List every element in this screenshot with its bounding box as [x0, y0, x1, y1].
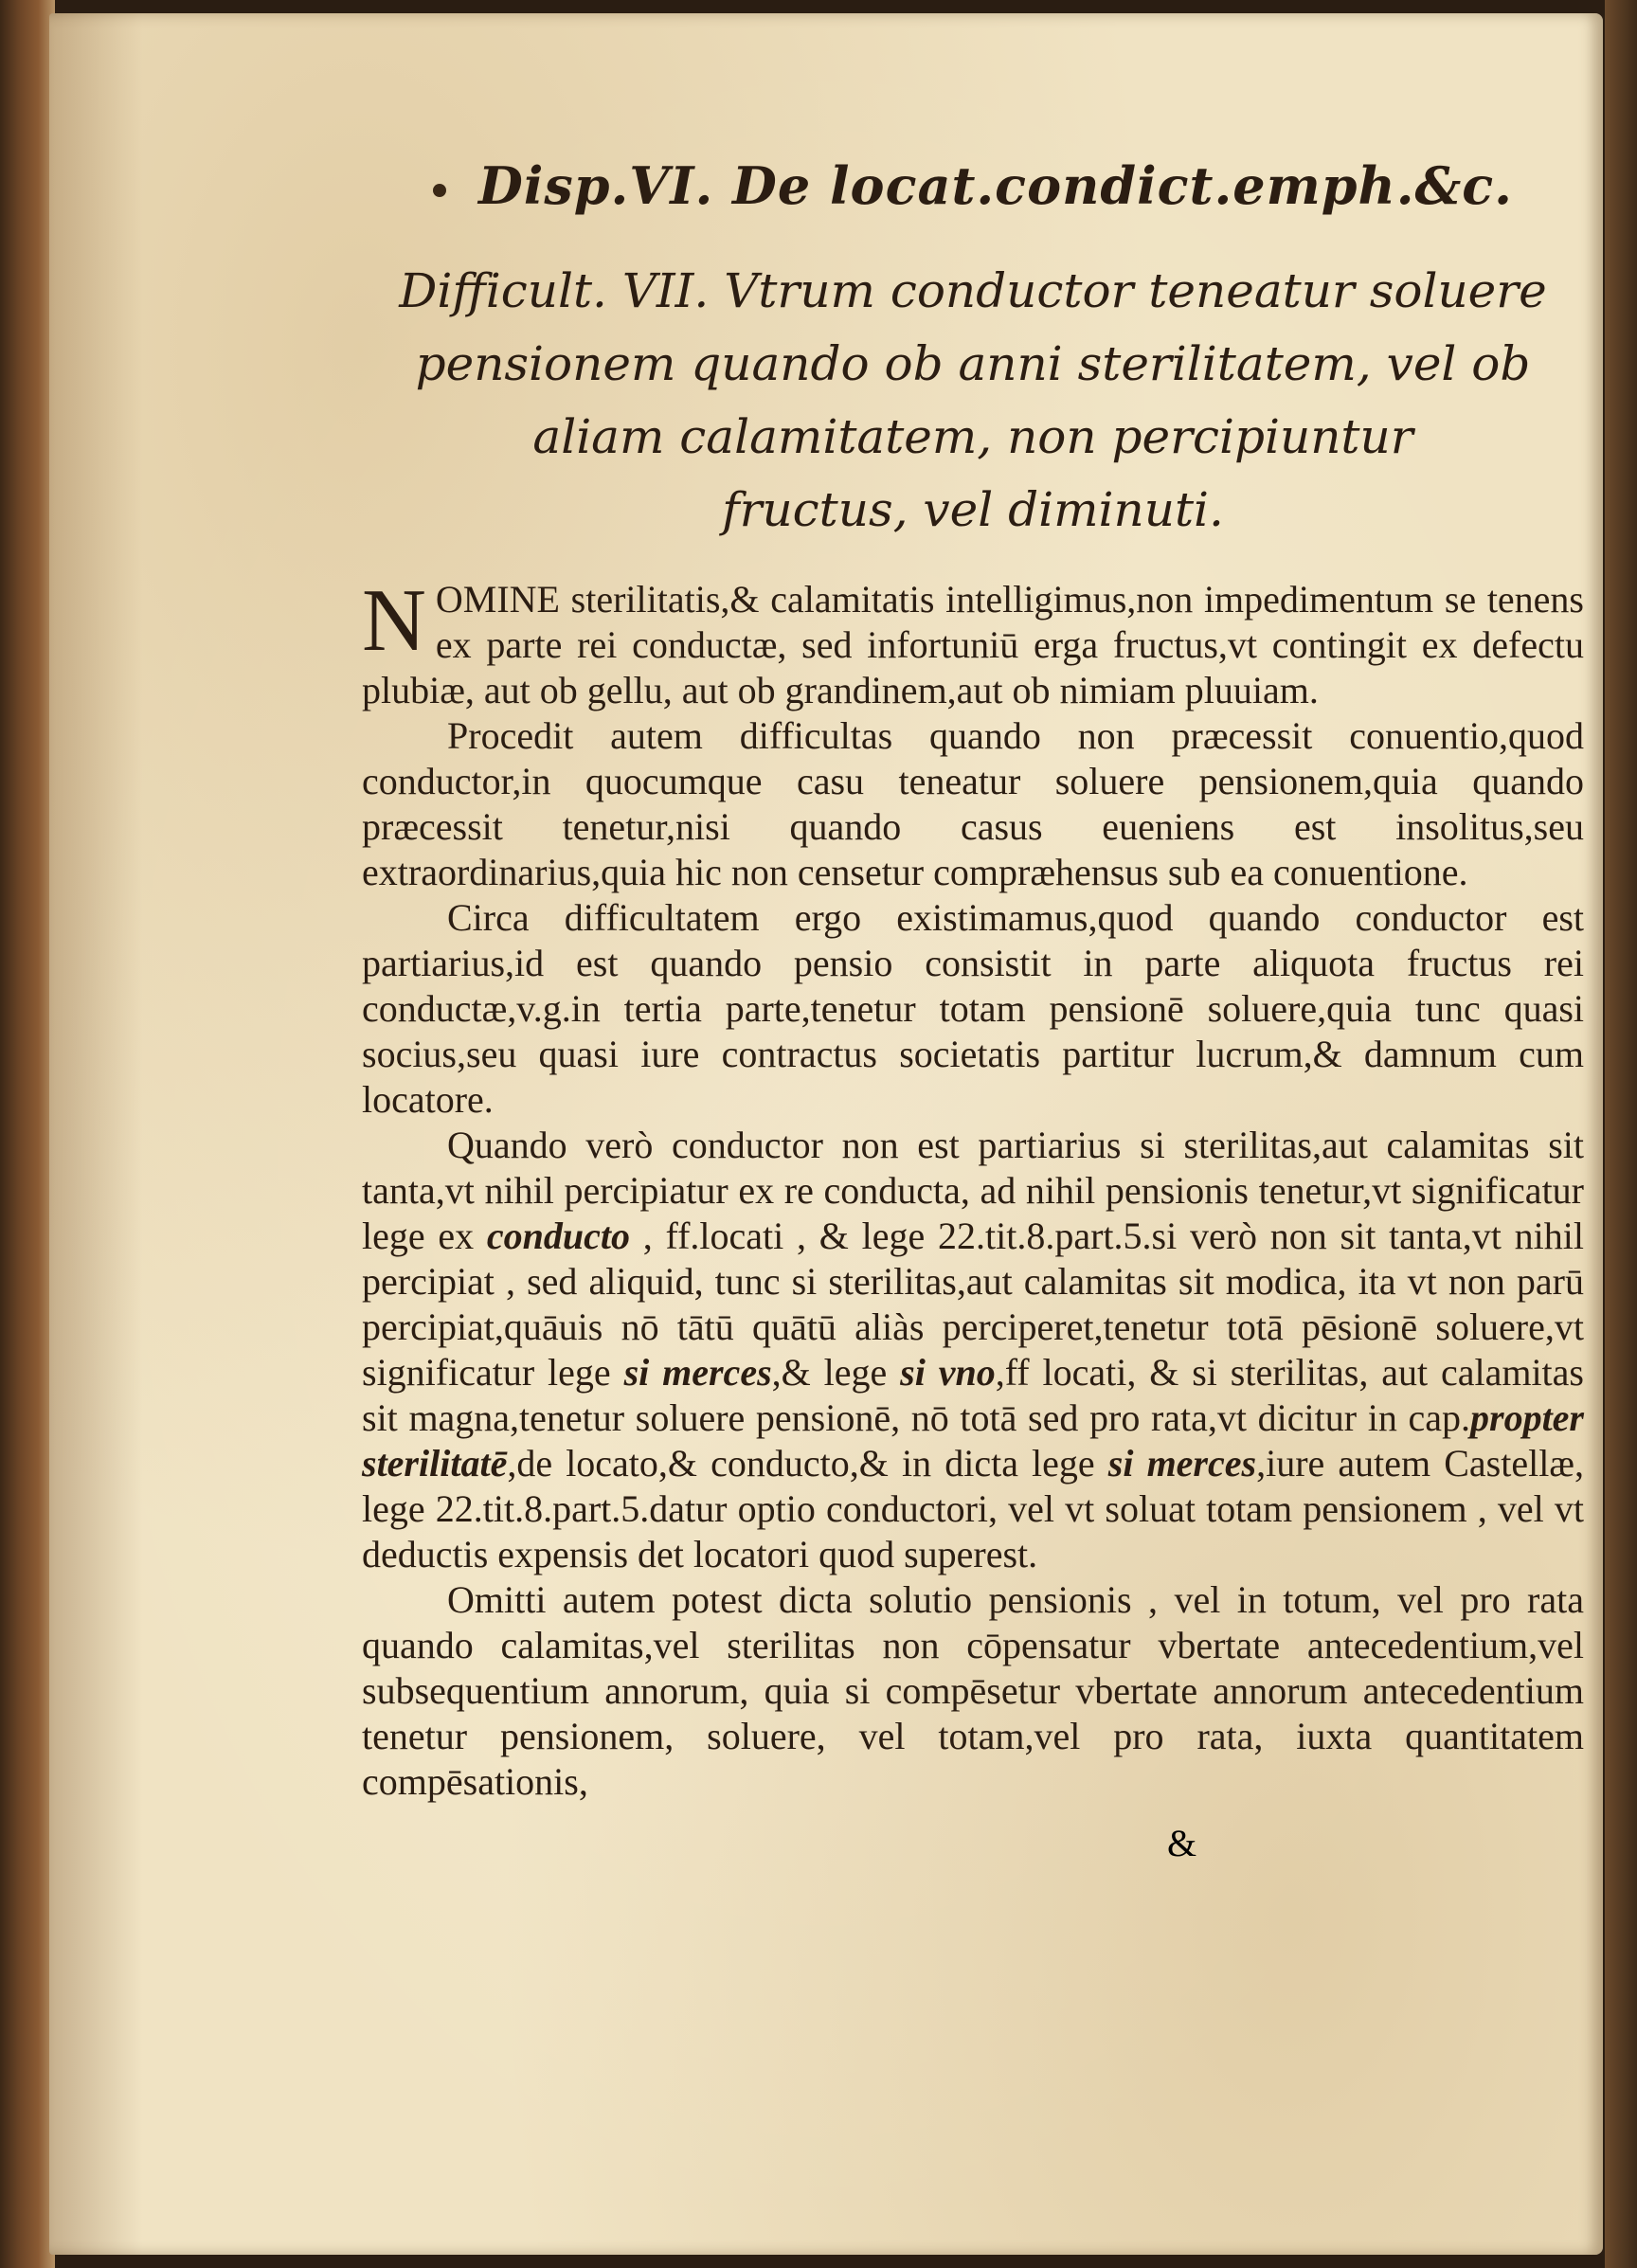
paragraph-1-text: OMINE sterilitatis,& calamitatis intelligimus,non impedimentum se tenens ex parte rei conductæ, sed infortuniū erga fructus,vt contingit ex defectu plubiæ, aut ob gellu, aut ob grandinem,aut ob nimiam pluuiam. — [362, 577, 1584, 711]
text-run: ,ff locati, & si sterilitas, aut calamitas sit magna,tenetur soluere pensionē, nō totā sed pro rata,vt dicitur in cap. — [362, 1350, 1584, 1439]
book-page — [49, 13, 1603, 2255]
text-run: Quando verò conductor non est partiarius si sterilitas,aut calamitas sit tanta,vt nihil percipiatur ex re conducta, ad nihil pensionis tenetur,vt significatur lege ex — [362, 1123, 1584, 1257]
drop-cap-initial: N — [362, 570, 426, 670]
paragraph-3: Circa difficultatem ergo existimamus,quod quando conductor est partiarius,id est quando pensio consistit in parte aliquota fructus rei conductæ,v.g.in tertia parte,tenetur totam pensionē soluere,quia tunc quasi socius,seu quasi iure contractus societatis partitur lucrum,& damnum cum locatore. — [362, 895, 1584, 1121]
running-head — [362, 155, 1584, 217]
body-text — [362, 570, 1584, 1805]
bullet-ornament — [433, 184, 446, 197]
paragraph-2: Procedit autem difficultas quando non præcessit conuentio,quod conductor,in quocumque casu teneatur soluere pensionem,quia quando præcessit tenetur,nisi quando casus eueniens est insolitus,seu extraordinarius,quia hic non censetur compræhensus sub ea conuentione. — [362, 713, 1584, 893]
book-edge — [1605, 0, 1637, 2268]
running-head-text: Disp.VI. De locat.condict.emph.&c. — [478, 155, 1513, 216]
title-line: aliam calamitatem, non percipiuntur — [532, 408, 1413, 464]
title-line: pensionem quando ob anni sterilitatem, vel ob — [415, 335, 1531, 391]
paragraph-4 — [362, 1123, 1584, 1577]
citation-italic: si merces — [1107, 1441, 1257, 1485]
title-line: Difficult. VII. Vtrum conductor teneatur soluere — [399, 262, 1547, 318]
text-run: , ff.locati , & lege 22.tit.8.part.5.si verò non sit tanta,vt nihil percipiat , sed aliquid, tunc si sterilitas,aut calamitas sit modica, ita vt non parū percipiat,quāuis nō tātū quātū aliàs perciperet,tenetur totā pēsionē soluere,vt significatur lege — [362, 1214, 1584, 1394]
citation-italic: conducto — [486, 1214, 630, 1257]
text-run: ,de locato,& conducto,& in dicta lege — [507, 1441, 1108, 1485]
title-line: fructus, vel diminuti. — [722, 481, 1224, 537]
citation-italic: propter sterilitatē — [362, 1395, 1584, 1485]
catchword: & — [1167, 1822, 1197, 1864]
book-spine — [0, 0, 55, 2268]
citation-italic: si vno — [900, 1350, 996, 1394]
difficulty-title — [362, 255, 1584, 547]
paragraph-1 — [362, 570, 1584, 713]
page-content — [362, 155, 1584, 1805]
text-run: ,iure autem Castellæ, lege 22.tit.8.part.5.datur optio conductori, vel vt soluat totam pensionem , vel vt deductis expensis det locatori quod superest. — [362, 1441, 1584, 1575]
citation-italic: si merces — [623, 1350, 772, 1394]
text-run: ,& lege — [771, 1350, 901, 1394]
paragraph-5: Omitti autem potest dicta solutio pensionis , vel in totum, vel pro rata quando calamitas,vel sterilitas non cōpensatur vbertate antecedentium,vel subsequentium annorum, quia si compēsetur vbertate annorum antecedentium tenetur pensionem, soluere, vel totam,vel pro rata, iuxta quantitatem compēsationis, — [362, 1577, 1584, 1803]
